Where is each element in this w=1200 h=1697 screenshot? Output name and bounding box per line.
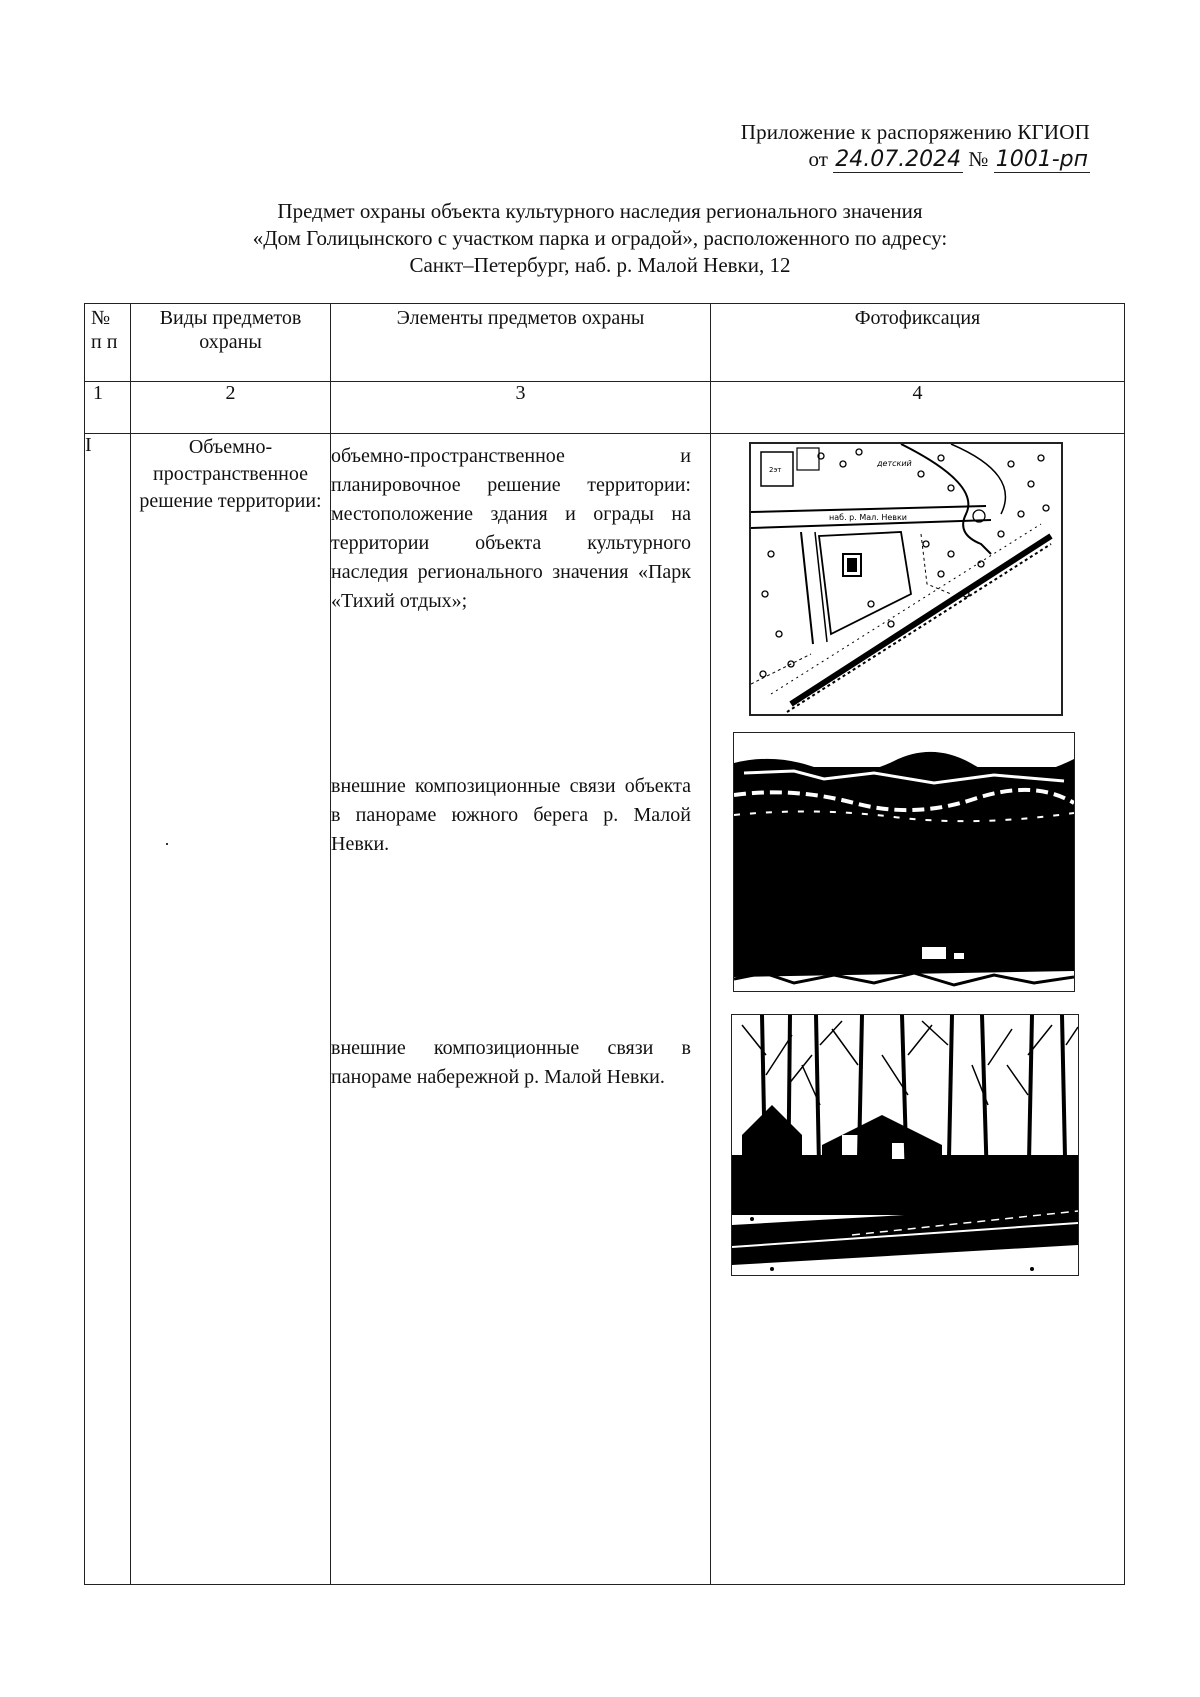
- table-row: [85, 434, 1125, 1585]
- document-title: [170, 198, 1030, 279]
- header-photo-label: Фотофиксация: [854, 307, 981, 329]
- map-building-label: 2эт: [769, 466, 782, 474]
- order-number-prefix: №: [968, 147, 989, 171]
- map-street-label: наб. р. Мал. Невки: [829, 513, 908, 522]
- appendix-title: Приложение к распоряжению КГИОП: [740, 120, 1090, 144]
- stray-mark: [166, 843, 168, 845]
- map-area-label: детский: [877, 459, 912, 468]
- row-elements: [331, 434, 711, 1585]
- order-date: 24.07.2024: [835, 147, 962, 172]
- order-from-prefix: от: [808, 147, 828, 171]
- header-elements: [331, 304, 711, 382]
- row-type: Объемно-пространственное решение территории:: [131, 434, 331, 1585]
- header-elements-label: Элементы предметов охраны: [396, 307, 645, 329]
- order-number: 1001-рп: [995, 147, 1088, 172]
- column-number-2: 2: [131, 382, 331, 434]
- column-number-3: 3: [331, 382, 711, 434]
- column-number-4: 4: [711, 382, 1125, 434]
- site-map-image: [749, 442, 1063, 716]
- row-number: I: [85, 434, 131, 1585]
- column-number-1: 1: [85, 382, 131, 434]
- row-photos: [711, 434, 1125, 1585]
- element-embankment-panorama: внешние композиционные связи в панораме набережной р. Малой Невки.: [331, 1037, 691, 1088]
- embankment-panorama-image: [731, 1014, 1079, 1276]
- table-header-row: [85, 304, 1125, 382]
- header-number-label: № п п: [91, 307, 118, 353]
- column-number-row: [85, 382, 1125, 434]
- element-river-panorama: внешние композиционные связи объекта в панораме южного берега р. Малой Невки.: [331, 775, 691, 855]
- river-panorama-image: [733, 732, 1075, 992]
- title-line-2: «Дом Голицынского с участком парка и оградой», расположенного по адресу:: [252, 226, 948, 250]
- title-line-3: Санкт–Петербург, наб. р. Малой Невки, 12: [409, 253, 791, 277]
- header-type: [131, 304, 331, 382]
- header-photo: [711, 304, 1125, 382]
- title-line-1: Предмет охраны объекта культурного наследия регионального значения: [277, 199, 923, 223]
- appendix-header: [690, 120, 1090, 172]
- order-line: [690, 147, 1090, 172]
- header-number: [85, 304, 131, 382]
- header-type-label: Виды предметов охраны: [159, 307, 302, 353]
- protection-table: [84, 303, 1125, 1585]
- element-layout: объемно-пространственное и планировочное решение территории: местоположение здания и ограды на территории объекта культурного наследия регионального значения «Парк «Тихий отдых»;: [331, 445, 691, 612]
